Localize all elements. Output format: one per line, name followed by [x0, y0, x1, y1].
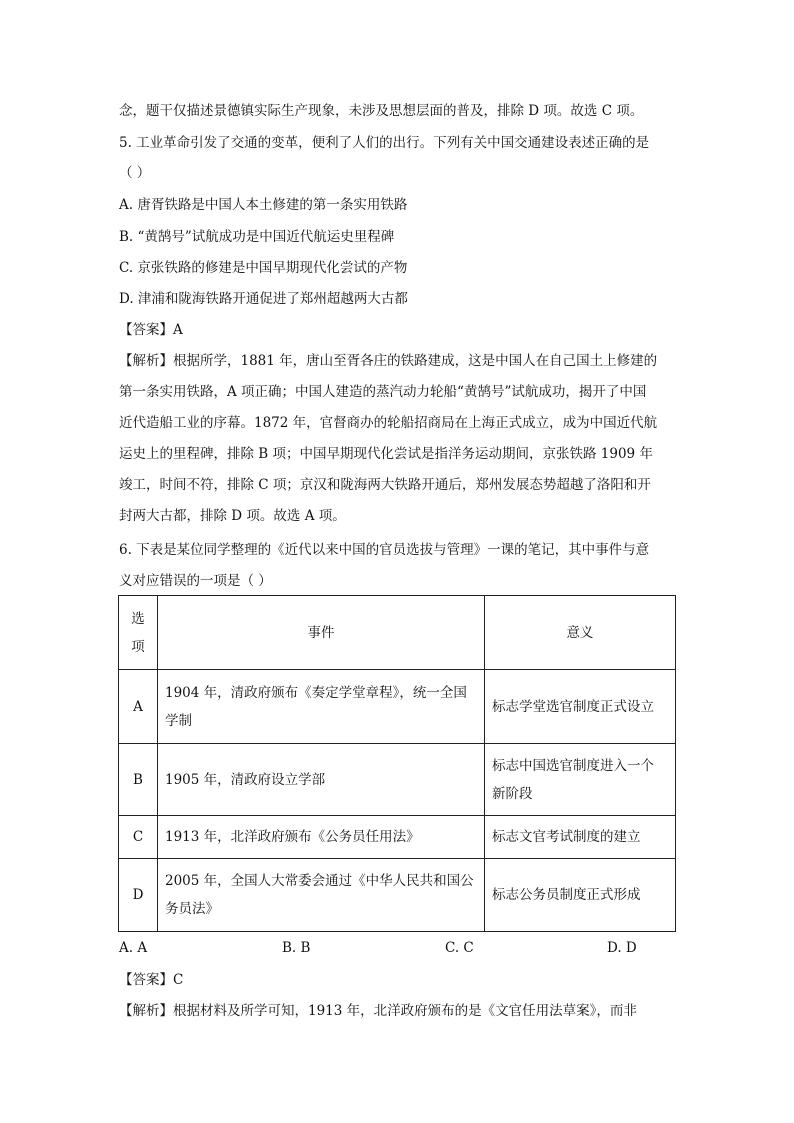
question-5-option-a: A. 唐胥铁路是中国人本土修建的第一条实用铁路: [119, 197, 408, 213]
row-significance-cell: 标志公务员制度正式形成: [485, 859, 676, 932]
choice-d: D. D: [607, 940, 637, 956]
question-5-stem: 5. 工业革命引发了交通的变革，便利了人们的出行。下列有关中国交通建设表述正确的是: [119, 135, 650, 151]
row-option-cell: D: [119, 859, 158, 932]
choice-a: A. A: [119, 940, 148, 956]
question-5-analysis-line: 【解析】根据所学，1881 年，唐山至胥各庄的铁路建成，这是中国人在自己国土上修建的: [119, 353, 658, 369]
question-6-stem: 6. 下表是某位同学整理的《近代以来中国的官员选拔与管理》一课的笔记，其中事件与意: [119, 542, 650, 558]
question-6-choices: [0, 938, 794, 958]
row-event-text: 学制: [165, 712, 192, 729]
row-option-cell: C: [119, 816, 158, 859]
question-5-analysis-line: 第一条实用铁路，A 项正确；中国人建造的蒸汽动力轮船“黄鹄号”试航成功，揭开了中国: [119, 384, 647, 400]
table-row: [119, 859, 676, 932]
row-option-cell: B: [119, 744, 158, 816]
question-5-analysis-line: 运史上的里程碑，排除 B 项；中国早期现代化尝试是指洋务运动期间，京张铁路 1909 年: [119, 446, 653, 462]
row-significance-text: 标志中国选官制度进入一个: [492, 757, 654, 774]
question-5-answer: 【答案】A: [119, 322, 183, 338]
header-event-cell: 事件: [158, 596, 485, 670]
question-5-analysis-line: 封两大古都，排除 D 项。故选 A 项。: [119, 508, 346, 524]
table-row: [119, 816, 676, 859]
question-6-table: [118, 595, 676, 932]
header-option-text: 选: [131, 610, 145, 627]
header-significance-cell: 意义: [485, 596, 676, 670]
question-6-answer: 【答案】C: [119, 972, 184, 988]
row-event-cell: 1913 年，北洋政府颁布《公务员任用法》: [158, 816, 485, 859]
question-5-option-b: B. “黄鹄号”试航成功是中国近代航运史里程碑: [119, 229, 395, 245]
row-option-cell: A: [119, 670, 158, 744]
header-option-text: 项: [131, 638, 145, 655]
row-event-cell: 1905 年，清政府设立学部: [158, 744, 485, 816]
row-event-cell: [158, 859, 485, 932]
row-significance-cell: [485, 744, 676, 816]
question-5-option-d: D. 津浦和陇海铁路开通促进了郑州超越两大古都: [119, 291, 408, 307]
table-header-row: [119, 596, 676, 670]
row-significance-cell: 标志文官考试制度的建立: [485, 816, 676, 859]
row-event-text: 务员法》: [165, 901, 219, 917]
choice-c: C. C: [445, 940, 474, 956]
row-event-text: 1904 年，清政府颁布《奏定学堂章程》，统一全国: [165, 684, 467, 701]
question-5-analysis-line: 竣工，时间不符，排除 C 项；京汉和陇海两大铁路开通后，郑州发展态势超越了洛阳和开: [119, 477, 651, 493]
row-event-text: 2005 年，全国人大常委会通过《中华人民共和国公: [165, 873, 474, 889]
choice-b: B. B: [282, 940, 311, 956]
row-significance-text: 新阶段: [492, 785, 533, 802]
question-5-analysis-line: 近代造船工业的序幕。1872 年，官督商办的轮船招商局在上海正式成立，成为中国近代航: [119, 415, 658, 431]
question-6-stem-cont: 义对应错误的一项是（ ）: [119, 573, 272, 589]
question-5-option-c: C. 京张铁路的修建是中国早期现代化尝试的产物: [119, 260, 408, 276]
question-6-analysis-line: 【解析】根据材料及所学可知，1913 年，北洋政府颁布的是《文官任用法草案》，而非: [119, 1003, 637, 1019]
header-option-cell: [119, 596, 158, 670]
row-significance-cell: 标志学堂选官制度正式设立: [485, 670, 676, 744]
analysis-continuation-q4: 念，题干仅描述景德镇实际生产现象，未涉及思想层面的普及，排除 D 项。故选 C 项。: [119, 103, 644, 119]
table-row: [119, 744, 676, 816]
question-5-blank: （ ）: [119, 165, 151, 181]
table-row: [119, 670, 676, 744]
row-event-cell: [158, 670, 485, 744]
